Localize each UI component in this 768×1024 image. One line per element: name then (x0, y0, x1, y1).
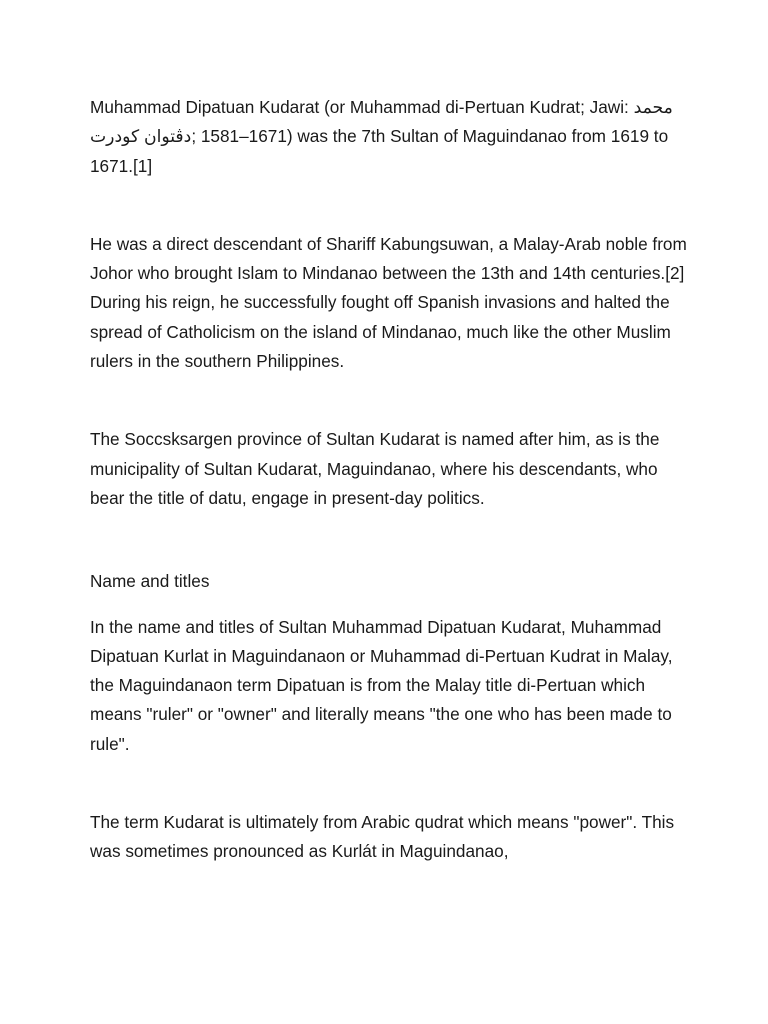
descendant-paragraph: He was a direct descendant of Shariff Kabungsuwan, a Malay-Arab noble from Johor who brought Islam to Mindanao between the 13th and 14th centuries.[2] During his reign, he successfully fought off Spanish invasions and halted the spread of Catholicism on the island of Mindanao, much like the other Muslim rulers in the southern Philippines. (90, 233, 687, 372)
titles-paragraph: In the name and titles of Sultan Muhammad Dipatuan Kudarat, Muhammad Dipatuan Kurlat in Maguindanaon or Muhammad di-Pertuan Kudrat in Malay, the Maguindanaon term Dipatuan is from the Malay title di-Pertuan which means "ruler" or "owner" and literally means "the one who has been made to rule". (90, 616, 673, 754)
document-body (90, 93, 690, 867)
section-heading-name-and-titles: Name and titles (90, 571, 210, 592)
jawi-script-name: محمد دڤتوان کودرت (90, 97, 673, 147)
intro-text-continued: ; 1581–1671) was the 7th Sultan of Maguindanao from 1619 to 1671.[1] (90, 126, 669, 176)
intro-paragraph (90, 93, 690, 181)
province-paragraph: The Soccsksargen province of Sultan Kudarat is named after him, as is the municipality of Sultan Kudarat, Maguindanao, where his descendants, who bear the title of datu, engage in present-day politics. (90, 429, 660, 508)
kudarat-term-paragraph: The term Kudarat is ultimately from Arabic qudrat which means "power". This was sometimes pronounced as Kurlát in Maguindanao, (90, 812, 675, 862)
intro-text: Muhammad Dipatuan Kudarat (or Muhammad di-Pertuan Kudrat; Jawi: (90, 97, 634, 117)
